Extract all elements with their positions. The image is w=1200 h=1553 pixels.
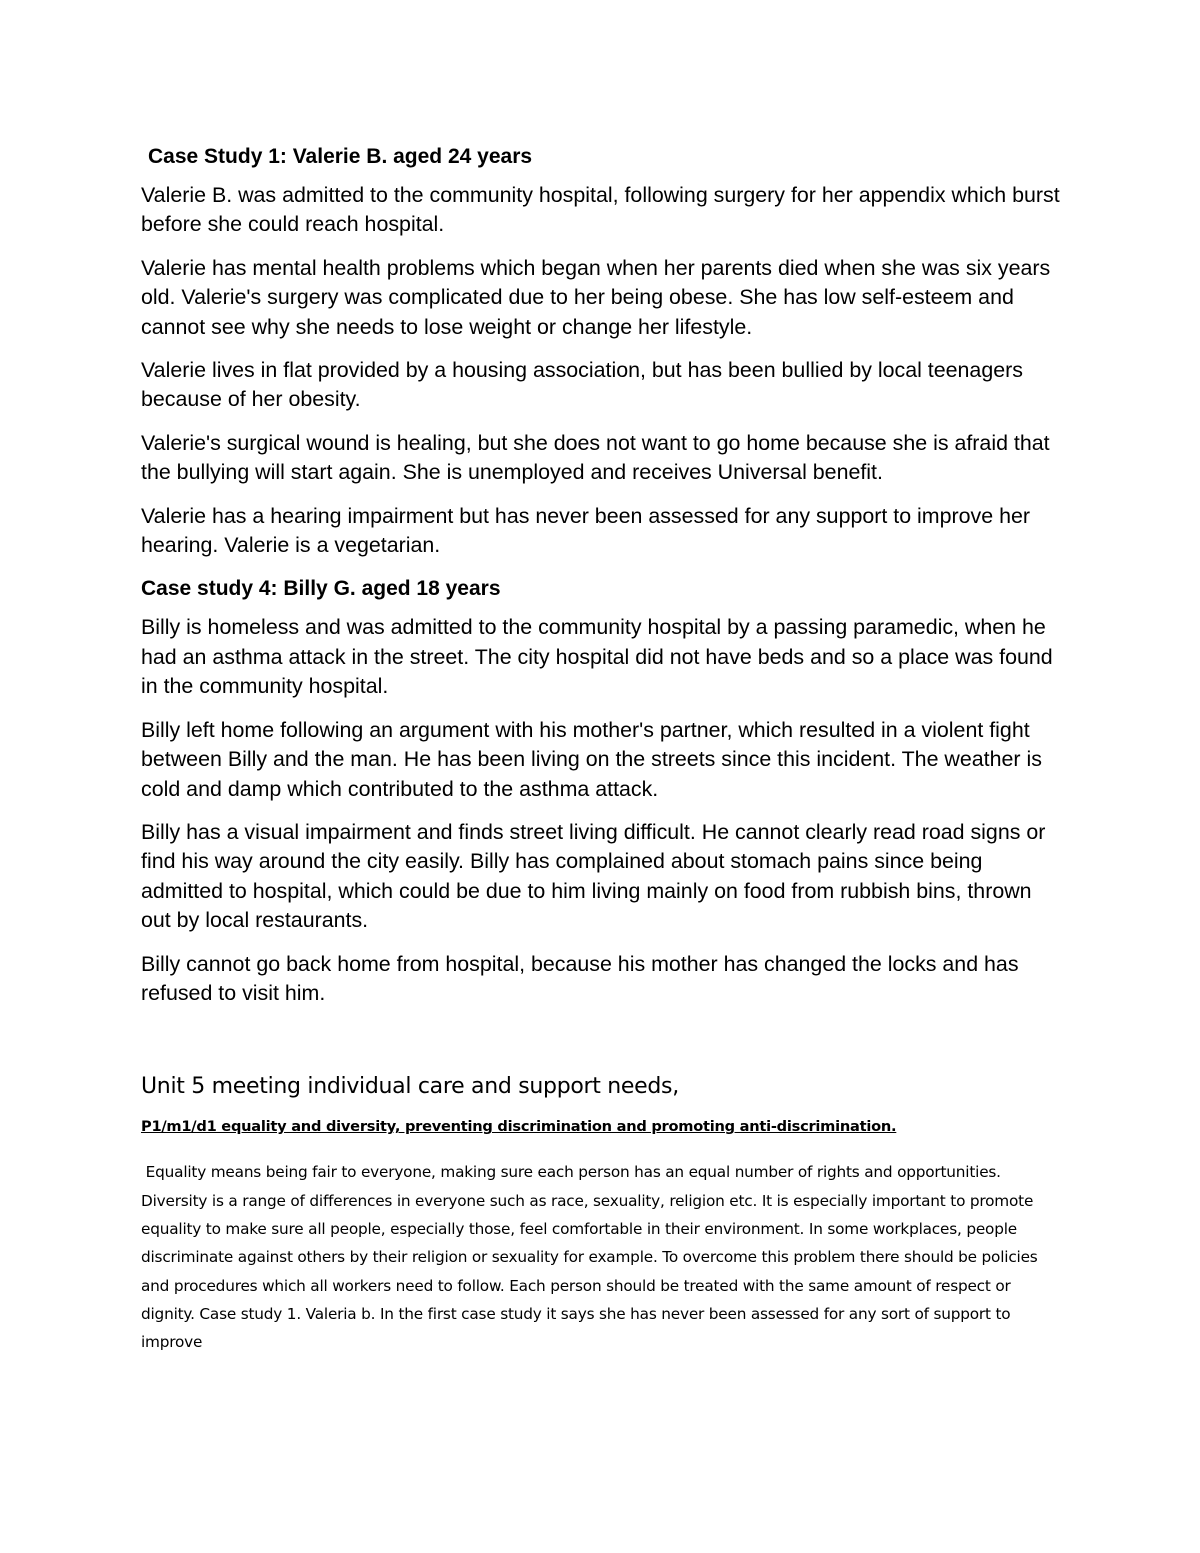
case-study-4-paragraph-4: Billy cannot go back home from hospital, because his mother has changed the locks and has refused to visit him. xyxy=(141,951,1019,1005)
case-study-1-paragraph-5: Valerie has a hearing impairment but has never been assessed for any support to improve her hearing. Valerie is a vegetarian. xyxy=(141,503,1030,558)
case-study-4-paragraph-2: Billy left home following an argument with his mother's partner, which resulted in a violent fight between Billy and the man. He has been living on the streets since this incident. The weather is cold and damp which contributed to the asthma attack. xyxy=(141,717,1042,801)
essay-paragraph xyxy=(141,1158,1056,1356)
case-study-4-paragraph-1: Billy is homeless and was admitted to the community hospital by a passing paramedic, when he had an asthma attack in the street. The city hospital did not have beds and so a place was found in the community hospital. xyxy=(141,615,1053,699)
case-study-1-paragraph-4: Valerie's surgical wound is healing, but she does not want to go home because she is afraid that the bullying will start again. She is unemployed and receives Universal benefit. xyxy=(141,430,1050,485)
document-content xyxy=(141,142,1066,1356)
case-study-1-paragraph-2: Valerie has mental health problems which began when her parents died when she was six years old. Valerie's surgery was complicated due to her being obese. She has low self-esteem and cannot see why she needs to lose weight or change her lifestyle. xyxy=(141,255,1051,339)
essay-text: Equality means being fair to everyone, making sure each person has an equal number of rights and opportunities. Diversity is a range of differences in everyone such as race, sexuality, religion etc. It is especially important to promote equality to make sure all people, especially those, feel comfortable in their environment. In some workplaces, people discriminate against others by their religion or sexuality for example. To overcome this problem there should be policies and procedures which all workers need to follow. Each person should be treated with the same amount of respect or dignity. Case study 1. Valeria b. In the first case study it says she has never been assessed for any sort of support to improve xyxy=(141,1163,1038,1352)
case-study-4-paragraph-3: Billy has a visual impairment and finds street living difficult. He cannot clearly read road signs or find his way around the city easily. Billy has complained about stomach pains since being admitted to hospital, which could be due to him living mainly on food from rubbish bins, thrown out by local restaurants. xyxy=(141,819,1046,933)
case-study-1-heading: Case Study 1: Valerie B. aged 24 years xyxy=(148,145,533,168)
case-study-4-heading: Case study 4: Billy G. aged 18 years xyxy=(141,577,501,601)
case-study-1-paragraph-3: Valerie lives in flat provided by a housing association, but has been bullied by local teenagers because of her obesity. xyxy=(141,358,1023,412)
case-study-1-paragraph-1: Valerie B. was admitted to the community hospital, following surgery for her appendix which burst before she could reach hospital. xyxy=(141,183,1060,237)
unit-heading: Unit 5 meeting individual care and support needs, xyxy=(141,1074,679,1100)
criteria-subheading: P1/m1/d1 equality and diversity, preventing discrimination and promoting anti-discrimination. xyxy=(141,1118,897,1136)
